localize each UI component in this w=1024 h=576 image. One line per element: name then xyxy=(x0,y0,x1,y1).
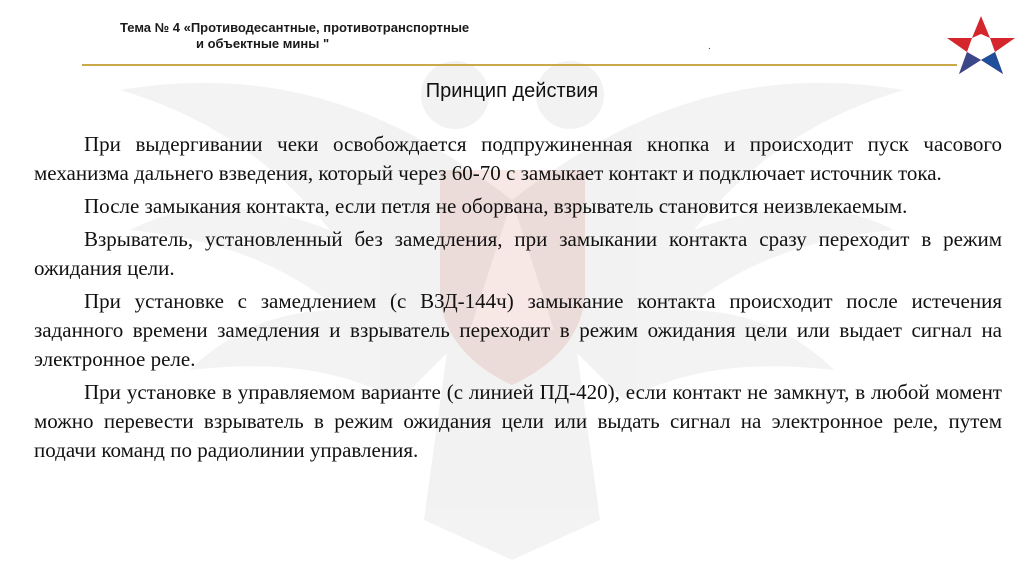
topic-line-1: Тема № 4 «Противодесантные, противотранспортные xyxy=(120,20,470,35)
paragraph-3: Взрыватель, установленный без замедления, при замыкании контакта сразу переходит в режим ожидания цели. xyxy=(34,227,1002,280)
body-text xyxy=(34,130,1002,469)
paragraph-2: После замыкания контакта, если петля не оборвана, взрыватель становится неизвлекаемым. xyxy=(84,194,908,218)
paragraph-1: При выдергивании чеки освобождается подпружиненная кнопка и происходит пуск часового механизма дальнего взведения, который через 60-70 с замыкает контакт и подключает источник тока. xyxy=(34,132,1002,185)
paragraph-4: При установке с замедлением (с ВЗД-144ч) замыкание контакта происходит после истечения заданного времени замедления и взрыватель переходит в режим ожидания цели или выдает сигнал на электронное реле. xyxy=(34,289,1002,371)
header-rule xyxy=(82,64,957,66)
header-dot: . xyxy=(708,41,711,52)
red-star-icon xyxy=(943,14,1019,76)
topic-header xyxy=(120,20,880,52)
paragraph-5: При установке в управляемом варианте (с линией ПД-420), если контакт не замкнут, в любой момент можно перевести взрыватель в режим ожидания цели или выдать сигнал на электронное реле, путем подачи команд по радиолинии управления. xyxy=(34,380,1002,462)
topic-line-2: и объектные мины " xyxy=(196,36,330,51)
slide-title: Принцип действия xyxy=(425,80,599,102)
